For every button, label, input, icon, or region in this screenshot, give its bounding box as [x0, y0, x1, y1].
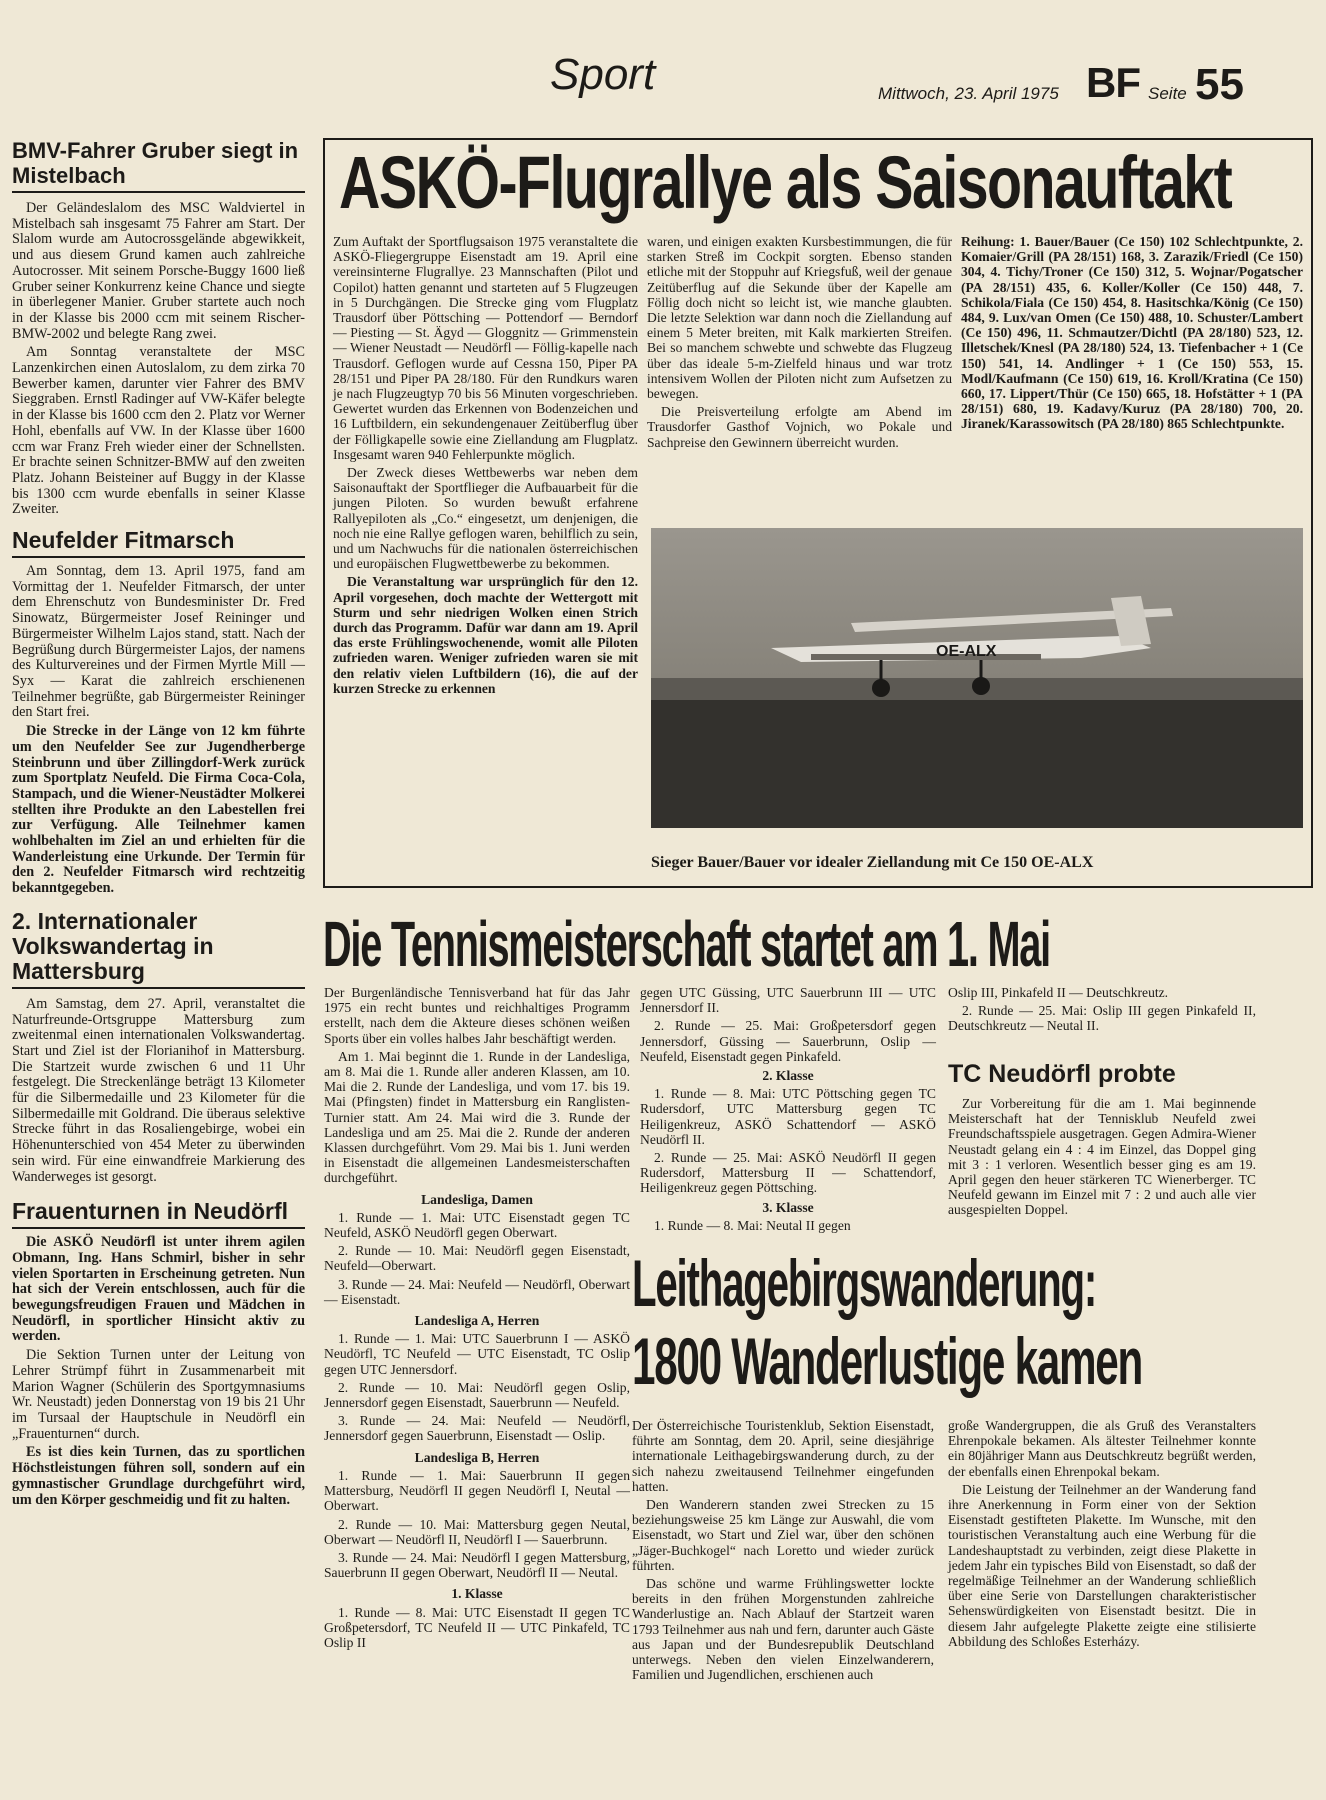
tennis-col-2 [640, 985, 936, 1236]
leitha-headline-line-2: 1800 Wanderlustige kamen [632, 1324, 1143, 1398]
paragraph: Am Samstag, dem 27. April, veranstaltet die Naturfreunde-Ortsgruppe Mattersburg zum zweitenmal einen internationalen Volkswandertag. Start und Ziel ist der Florianihof in Mattersburg. Die Startzeit wurde zwischen 6 und 11 Uhr festgelegt. Die Streckenlänge beträgt 13 Kilometer für die Silbermedaille und 23 Kilometer für die Silbermedaille mit Goldrand. Die überaus selektive Strecke führt in das Rosaliengebirge, wobei ein Höhenunterschied von 454 Meter zu überwinden sein wird. Für eine einwandfreie Markierung des Wanderweges ist gesorgt. [12, 995, 305, 1185]
subheading: 3. Klasse [762, 1199, 814, 1215]
paragraph: Die Strecke in der Länge von 12 km führte um den Neufelder See zur Jugendherberge Steinbrunn und über Zillingdorf-Werk zurück zum Sportplatz Neufeld. Die Firma Coca-Cola, Stampach, und die Wiener-Neustädter Molkerei stellten ihre Produkte an den Labestellen frei zur Verfügung. Alle Teilnehmer kamen wohlbehalten im Ziel an und erhielten für die Wanderleistung eine Urkunde. Der Termin für den 2. Neufelder Fitmarsch wird rechtzeitig bekanntgegeben. [12, 723, 305, 897]
article-fitmarsch [12, 528, 305, 897]
page-header [0, 0, 1326, 110]
article-title: Neufelder Fitmarsch [12, 528, 305, 558]
paragraph: Die Preisverteilung erfolgte am Abend im Trausdorfer Gasthof Vojnich, wo Pokale und Sachpreise den Gewinnern überreicht wurden. [647, 404, 952, 450]
fixture: 2. Runde — 25. Mai: Oslip III gegen Pinkafeld II, Deutschkreutz — Neutal II. [948, 1003, 1256, 1034]
paragraph: große Wandergruppen, die als Gruß des Veranstalters Ehrenpokale bekamen. Als ältester Teilnehmer konnte ein 80jähriger Mann aus Deutschkreutz begrüßt werden, der ebenfalls einen Ehrenpokal bekam. [948, 1418, 1256, 1479]
paragraph: Die Leistung der Teilnehmer an der Wanderung fand ihre Anerkennung in Form einer von der Sektion Eisenstadt gestifteten Plakette. Im Wunsche, mit den touristischen Veranstaltung auch eine Werbung für die Landeshauptstadt zu verbinden, zeigt diese Plakette in jedem Jahr ein typisches Bild von Eisenstadt, so daß der regelmäßige Teilnehmer an der Wanderung schließlich über eine Serie von Darstellungen charakteristischer Sehenswürdigkeiten von Eisenstadt besitzt. Die in diesem Jahr aufgelegte Plakette zeigte eine stilisierte Abbildung des Schloßes Esterházy. [948, 1481, 1256, 1649]
photo-caption: Sieger Bauer/Bauer vor idealer Ziellandung mit Ce 150 OE-ALX [651, 854, 1094, 871]
paragraph: Den Wanderern standen zwei Strecken zu 15 beziehungsweise 25 km Länge zur Auswahl, die vom Eisenstadt, wo Start und Ziel war, über den schönen „Jäger-Buchkogel“ nach Loretto und wieder zurück führten. [632, 1497, 934, 1573]
paragraph: Am Sonntag, dem 13. April 1975, fand am Vormittag der 1. Neufelder Fitmarsch, der unter dem Ehrenschutz von Bundesminister Dr. Fred Sinowatz, Bürgermeister Josef Reininger und Bürgermeister Wilhelm Lajos stand, statt. Nach der Begrüßung durch Bürgermeister Lajos, der namens des Kulturvereines und der Firmen Myrtle Mill — Syx — Karat die zahlreich erschienenen Teilnehmer begrüßte, gab Bürgermeister Reininger den Start frei. [12, 563, 305, 721]
fixture: 1. Runde — 1. Mai: Sauerbrunn II gegen Mattersburg, Neudörfl II gegen Neudörfl I, Neutal — Oberwart. [324, 1467, 630, 1514]
paragraph: Das schöne und warme Frühlingswetter lockte bereits in den frühen Morgenstunden zahlreiche Wanderlustige an. Nach Ablauf der Startzeit waren 1793 Teilnehmer aus nah und fern, darunter auch Gäste aus Japan und der Bundesrepublik Deutschland unterwegs. Neben den vielen Einzelwanderern, Familien und Jugendlichen, erschienen auch [632, 1576, 934, 1683]
fixture: 1. Runde — 1. Mai: UTC Sauerbrunn I — ASKÖ Neudörfl, TC Neufeld — UTC Eisenstadt, TC Oslip gegen UTC Jennersdorf. [324, 1331, 630, 1377]
paragraph: waren, und einigen exakten Kursbestimmungen, die für starken Streß im Cockpit sorgten. Ebenso standen etliche mit der Stoppuhr auf Kriegsfuß, weil der genaue Zeitüberflug auf die Sekunde über der Kapelle am Föllig doch nicht so leicht ist, wie manche glaubten. Die letzte Selektion war dann noch die Ziellandung auf einem 5 Meter breiten, mit Kalk markierten Streifen. Bei so manchem schwebte und schwebte das Flugzeug über das ideale 5-m-Zielfeld hinaus und war trotz intensivem Wollen der Piloten nicht zum Aufsetzen zu bewegen. [647, 234, 952, 402]
article-title: Frauenturnen in Neudörfl [12, 1199, 305, 1229]
paragraph: Am Sonntag veranstaltete der MSC Lanzenkirchen einen Autoslalom, zu dem zirka 70 Bewerber kamen, darunter vier Fahrer des BMV Sieggraben. Ernstl Radinger auf VW-Käfer belegte in der Klasse bis 1600 ccm den 2. Platz vor Werner Hohl, ebenfalls auf VW. In der Klasse über 1600 ccm war Franz Freh wieder einer der Schnellsten. Er brachte seinen Schnitzer-BMW auf den zweiten Platz. Johann Beisteiner auf Buggy in der Klasse bis 1300 ccm wurde ebenfalls in seiner Klasse Zweiter. [12, 344, 305, 518]
fixture: 3. Runde — 24. Mai: Neufeld — Neudörfl, Oberwart — Eisenstadt. [324, 1276, 630, 1307]
askoe-article-box [323, 138, 1313, 888]
askoe-col-2 [647, 234, 952, 453]
article-tc-neudoerfl [948, 1060, 1256, 1221]
cessna-plane-illustration [651, 528, 1303, 828]
tennis-col-1 [324, 985, 630, 1653]
paragraph: Die Sektion Turnen unter der Leitung von Lehrer Strümpf führt in Zusammenarbeit mit Marion Wagner (Schülerin des Sportgymnasiums Wr. Neustadt) jeden Donnerstag von 19 bis 21 Uhr im Tursaal der Hauptschule in Neudörfl ein „Frauenturnen“ durch. [12, 1347, 305, 1442]
fixture: 1. Runde — 8. Mai: UTC Eisenstadt II gegen TC Großpetersdorf, TC Neufeld II — UTC Pinkafeld, TC Oslip II [324, 1604, 630, 1650]
fixture: 2. Runde — 10. Mai: Neudörfl gegen Oslip, Jennersdorf gegen Eisenstadt, Sauerbrunn — Neufeld. [324, 1379, 630, 1411]
fixture: 2. Runde — 10. Mai: Neudörfl gegen Eisenstadt, Neufeld—Oberwart. [324, 1243, 630, 1274]
paragraph: Zum Auftakt der Sportflugsaison 1975 veranstaltete die ASKÖ-Fliegergruppe Eisenstadt am 19. April eine vereinsinterne Flugrallye. 23 Mannschaften (Pilot und Copilot) hatten genannt und starteten auf 5 Flugzeugen in 5 Durchgängen. Die Strecke ging vom Flugplatz Trausdorf über Pöttsching — Pottendorf — Berndorf — Piesting — St. Ägyd — Gloggnitz — Grimmenstein — Wiener Neustadt — Neudörfl — Föllig-kapelle nach Trausdorf. Geflogen wurde auf Cessna 150, Piper PA 28/151 und Piper PA 28/180. Für den Rundkurs waren je nach Flugzeugtyp 70 bis 56 Minuten vorgeschrieben. Gewertet wurden das Erkennen von Bodenzeichen und 16 Luftbildern, ein sekundengenauer Zeitüberflug über der Fölligkapelle sowie eine Ziellandung am Flugplatz. Insgesamt waren 940 Fehlerpunkte möglich. [333, 234, 638, 462]
article-title: TC Neudörfl probte [948, 1060, 1176, 1088]
paragraph: Die Veranstaltung war ursprünglich für den 12. April vorgesehen, doch machte der Wettergott mit Sturm und sehr niedrigen Wolken einen Strich durch das Programm. Dafür war dann am 19. April das erste Frühlingswochenende, womit alle Piloten zufrieden waren. Weniger zufrieden waren sie mit den relativ vielen Luftbildern (16), die auf der kurzen Strecke zu erkennen [333, 574, 638, 696]
paragraph: Der Zweck dieses Wettbewerbs war neben dem Saisonauftakt der Sportflieger die Aufbauarbeit für die jungen Piloten. So wurden bewußt erfahrene Rallyepiloten als „Co.“ eingesetzt, um denjenigen, die noch nie eine Rallye geflogen waren, behilflich zu sein, und um Nachwuchs für die nationalen österreichischen und europäischen Flugwettbewerbe zu bekommen. [333, 465, 638, 572]
subheading: 1. Klasse [451, 1586, 503, 1602]
fixture: 2. Runde — 10. Mai: Mattersburg gegen Neutal, Oberwart — Neudörfl II, Neudörfl I — Sauerbrunn. [324, 1516, 630, 1547]
page-label: Seite [1148, 84, 1187, 103]
results-list: Reihung: 1. Bauer/Bauer (Ce 150) 102 Schlechtpunkte, 2. Komaier/Grill (PA 28/151) 168, 3. Zarazik/Friedl (Ce 150) 304, 4. Tichy/Troner (Ce 150) 312, 5. Wojnar/Pogatscher (PA 28/151) 435, 6. Koller/Koller (Ce 150) 448, 7. Schikola/Fiala (Ce 150) 454, 8. Hasitschka/König (Ce 150) 484, 9. Lux/van Omen (Ce 150) 488, 10. Schuster/Lambert (Ce 150) 496, 11. Schmautzer/Dichtl (PA 28/180) 523, 12. Illetschek/Knesl (PA 28/180) 524, 13. Tiefenbacher + 1 (Ce 150) 541, 14. Andlinger + 1 (Ce 150) 553, 15. Modl/Kaufmann (Ce 150) 619, 16. Kroll/Kratina (Ce 150) 660, 17. Lippert/Thür (Ce 150) 665, 18. Hofstätter + 1 (PA 28/151) 680, 19. Kadavy/Kuruz (PA 28/180) 700, 20. Jiranek/Karassowitsch (PA 28/180) 865 Schlechtpunkte. [961, 234, 1303, 432]
fixture: 2. Runde — 25. Mai: ASKÖ Neudörfl II gegen Rudersdorf, Mattersburg II — Schattendorf, Heiligenkreuz gegen Pöttsching. [640, 1150, 936, 1196]
section-label: Sport [550, 50, 656, 99]
paragraph: Der Geländeslalom des MSC Waldviertel in Mistelbach sah insgesamt 75 Fahrer am Start. Der Slalom wurde am Autocrossgelände abgewikkeit, und aus diesem Grund kamen auch zahlreiche Autocrosser. Mit seinem Porsche-Buggy 1600 ließ Gruber seiner Konkurrenz keine Chance und siegte in überlegener Manier. Gruber startete auch noch in der Klasse bis 2000 ccm mit seinem Rischer-BMW-2002 und belegte Rang zwei. [12, 200, 305, 342]
leitha-col-1 [632, 1418, 934, 1685]
fixture: 1. Runde — 1. Mai: UTC Eisenstadt gegen TC Neufeld, ASKÖ Neudörfl gegen Oberwart. [324, 1209, 630, 1241]
askoe-col-1 [333, 234, 638, 699]
plane-photo [651, 528, 1303, 828]
paragraph: Es ist dies kein Turnen, das zu sportlichen Höchstleistungen führen soll, sondern auf ein gymnastischer Grundlage durchgeführt wird, um den Körper geschmeidig und fit zu halten. [12, 1444, 305, 1508]
paragraph: Am 1. Mai beginnt die 1. Runde in der Landesliga, am 8. Mai die 1. Runde aller anderen Klassen, am 10. Mai die 2. Runde der Landesliga, und vom 17. bis 19. Mai (Pfingsten) findet in Mattersburg ein Ranglisten-Turnier statt. Am 24. Mai wird die 3. Runde der Landesliga und am 25. Mai die 2. Runde der anderen Klassen durchgeführt. Vom 29. Mai bis 1. Juni werden in Eisenstadt die allgemeinen Landesmeisterschaften durchgeführt. [324, 1048, 630, 1186]
article-bmv [12, 138, 305, 518]
subheading: 2. Klasse [762, 1068, 814, 1084]
tennis-headline: Die Tennismeisterschaft startet am 1. Mai [323, 908, 1050, 980]
fixture: 1. Runde — 8. Mai: UTC Pöttsching gegen TC Rudersdorf, UTC Mattersburg gegen TC Heiligenkreuz, ASKÖ Schattendorf — ASKÖ Neudörfl II. [640, 1086, 936, 1147]
paragraph: Zur Vorbereitung für die am 1. Mai beginnende Meisterschaft hat der Tennisklub Neufeld zwei Freundschaftsspiele ausgetragen. Gegen Admira-Wiener Neustadt gelang ein 4 : 4 im Einzel, das Doppel ging mit 3 : 1 verloren. Wesentlich besser ging es am 19. April gegen den heuer stärkeren TC Wienerberger. TC Neufeld gewann im Einzel mit 7 : 2 und auch alle vier ausgespielten Doppel. [948, 1096, 1256, 1218]
newspaper-logo: BF [1086, 59, 1140, 106]
fixture: gegen UTC Güssing, UTC Sauerbrunn III — UTC Jennersdorf II. [640, 985, 936, 1016]
article-frauenturnen [12, 1199, 305, 1508]
page-number: 55 [1195, 60, 1244, 109]
fixture: 3. Runde — 24. Mai: Neufeld — Neudörfl, Jennersdorf gegen Sauerbrunn, Eisenstadt — Oslip. [324, 1413, 630, 1444]
article-volkswandertag [12, 909, 305, 1185]
askoe-col-3 [961, 234, 1303, 435]
leitha-col-2 [948, 1418, 1256, 1652]
fixture: 2. Runde — 25. Mai: Großpetersdorf gegen Jennersdorf, Güssing — Sauerbrunn, Oslip — Neufeld, Eisenstadt gegen Pinkafeld. [640, 1018, 936, 1064]
article-title: 2. Internationaler Volkswandertag in Mattersburg [12, 909, 305, 989]
paragraph: Die ASKÖ Neudörfl ist unter ihrem agilen Obmann, Ing. Hans Schmirl, bisher in sehr vielen Sportarten in Erscheinung getreten. Nun hat sich der Verein entschlossen, auch für die bewegungsfreudigen Frauen und Mädchen in Neudörfl, in sportlicher Hinsicht aktiv zu werden. [12, 1234, 305, 1345]
left-column [12, 138, 305, 1511]
issue-date: Mittwoch, 23. April 1975 [878, 84, 1059, 103]
subheading: Landesliga A, Herren [414, 1313, 540, 1329]
subheading: Landesliga B, Herren [414, 1449, 540, 1465]
headline: ASKÖ-Flugrallye als Saisonauftakt [339, 141, 1232, 224]
plane-registration: OE-ALX [936, 643, 997, 660]
tennis-col-3 [948, 985, 1256, 1037]
article-title: BMV-Fahrer Gruber siegt in Mistelbach [12, 138, 305, 193]
subheading: Landesliga, Damen [421, 1191, 533, 1207]
leitha-headline-line-1: Leithagebirgswanderung: [632, 1246, 1097, 1320]
paragraph: Der Österreichische Touristenklub, Sektion Eisenstadt, führte am Sonntag, dem 20. April, seine diesjährige internationale Leithagebirgswanderung durch, zu der sich nahezu zweitausend Teilnehmer eingefunden hatten. [632, 1418, 934, 1494]
fixture: Oslip III, Pinkafeld II — Deutschkreutz. [948, 985, 1169, 1000]
fixture: 1. Runde — 8. Mai: Neutal II gegen [654, 1217, 851, 1233]
paragraph: Der Burgenländische Tennisverband hat für das Jahr 1975 ein recht buntes und reichhaltiges Programm erstellt, nach dem die Akteure dieses schönen weißen Sports über ein volles halbes Jahr beschäftigt werden. [324, 985, 630, 1046]
fixture: 3. Runde — 24. Mai: Neudörfl I gegen Mattersburg, Sauerbrunn II gegen Oberwart, Neudörfl II — Neutal. [324, 1549, 630, 1581]
